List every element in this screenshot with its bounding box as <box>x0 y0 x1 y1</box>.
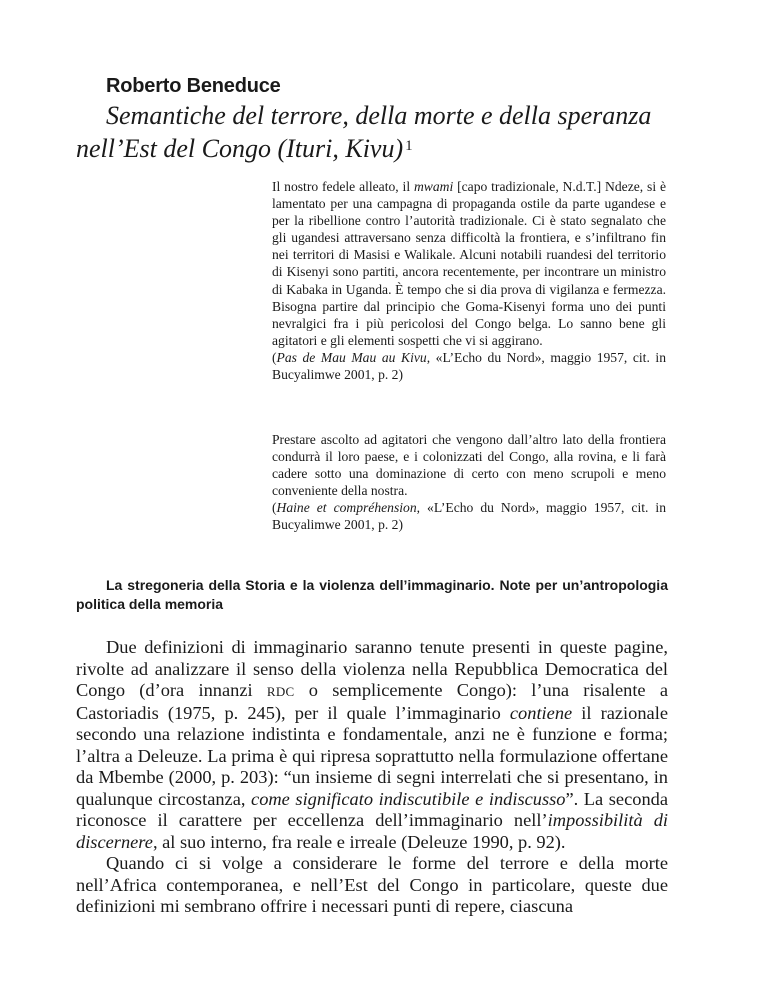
p1-abbreviation: RDC <box>266 684 295 699</box>
article-title <box>76 99 668 165</box>
body-text <box>76 637 668 918</box>
p1-emphasis-1: contiene <box>509 702 573 723</box>
epigraph-1-cite-open: ( <box>272 349 277 365</box>
epigraph-1-text-b: [capo tradizionale, N.d.T.] Ndeze, si è lamentato per una campagna di propaganda ostile da parte ugandese e per la ribellione contro l’autorità tradizionale. Ci è stato segnalato che gli ugandesi attraversano senza difficoltà la frontiera, e s’infiltrano fin nei territori di Masisi e Walikale. Alcuni notabili ruandesi del territorio di Kisenyi sono partiti, ancora recentemente, per incontrare un ministro di Kabaka in Uganda. È tempo che si dia prova di vigilanza e fermezza. Bisogna partire dal principio che Goma-Kisenyi forma uno dei punti nevralgici fra i più pericolosi del Congo belga. Lo sanno bene gli agitatori e gli elementi sospetti che vi si aggirano. <box>272 179 666 348</box>
epigraph-1-term: mwami <box>413 179 454 194</box>
body-paragraph-1 <box>76 637 668 853</box>
epigraph-1-citation <box>272 349 666 383</box>
p1-emphasis-3: impossibilità di discernere <box>76 810 669 852</box>
epigraph-2-cite-open: ( <box>272 500 277 516</box>
epigraph-2-cite-title: Haine et compréhension <box>276 500 417 516</box>
p1-text-2: o semplicemente Congo): l’una risalente a Castoriadis (1975, p. 245), per il quale l’immaginario <box>76 680 668 723</box>
p1-text-1: Due definizioni di immaginario saranno tenute presenti in queste pagine, rivolte ad analizzare il senso della violenza nella Repubblica Democratica del Congo (d’ora innanzi <box>76 637 668 700</box>
body-paragraph-2: Quando ci si volge a considerare le forme del terrore e della morte nell’Africa contemporanea, e nell’Est del Congo in particolare, queste due definizioni mi sembrano offrire i necessari punti di repere, ciascuna <box>76 853 668 916</box>
epigraph-2-text: Prestare ascolto ad agitatori che vengono dall’altro lato della frontiera condurrà il loro paese, e i colonizzati del Congo, alla rovina, e li farà cadere sotto una dominazione di certo con meno scrupoli e meno conveniente della nostra. <box>272 432 666 499</box>
title-line-2-text: nell’Est del Congo (Ituri, Kivu) <box>76 134 404 163</box>
title-line-1: Semantiche del terrore, della morte e della speranza <box>106 101 652 130</box>
p1-emphasis-2: come significato indiscutibile e indiscusso <box>251 788 566 809</box>
epigraph-1 <box>272 178 666 383</box>
epigraph-2 <box>272 431 666 534</box>
epigraph-1-text-a: Il nostro fedele alleato, il <box>272 179 414 194</box>
epigraph-1-cite-title: Pas de Mau Mau au Kivu <box>276 349 427 365</box>
epigraph-1-text <box>272 179 666 348</box>
p1-text-4: ”. La seconda riconosce il carattere per eccellenza dell’immaginario nell’ <box>76 788 669 830</box>
p1-text-5: , al suo interno, fra reale e irreale (Deleuze 1990, p. 92). <box>152 831 566 852</box>
section-heading: La stregoneria della Storia e la violenza dell’immaginario. Note per un’antropologia politica della memoria <box>76 577 668 612</box>
epigraph-1-cite-source: , «L’Echo du Nord», maggio 1957, cit. in Bucyalimwe 2001, p. 2) <box>272 349 666 383</box>
epigraph-2-citation <box>272 499 666 533</box>
epigraph-2-cite-source: , «L’Echo du Nord», maggio 1957, cit. in Bucyalimwe 2001, p. 2) <box>272 500 666 533</box>
footnote-marker: 1 <box>405 138 413 154</box>
title-line-2 <box>76 132 668 165</box>
p1-text-3: il razionale secondo una relazione indistinta e fondamentale, anzi ne è funzione e forma; l’altra a Deleuze. La prima è qui ripresa soprattutto nella formulazione offertane da Mbembe (2000, p. 203): “un insieme di segni interrelati che si presentano, in qualunque circostanza, <box>76 702 668 809</box>
author-name: Roberto Beneduce <box>106 75 281 97</box>
